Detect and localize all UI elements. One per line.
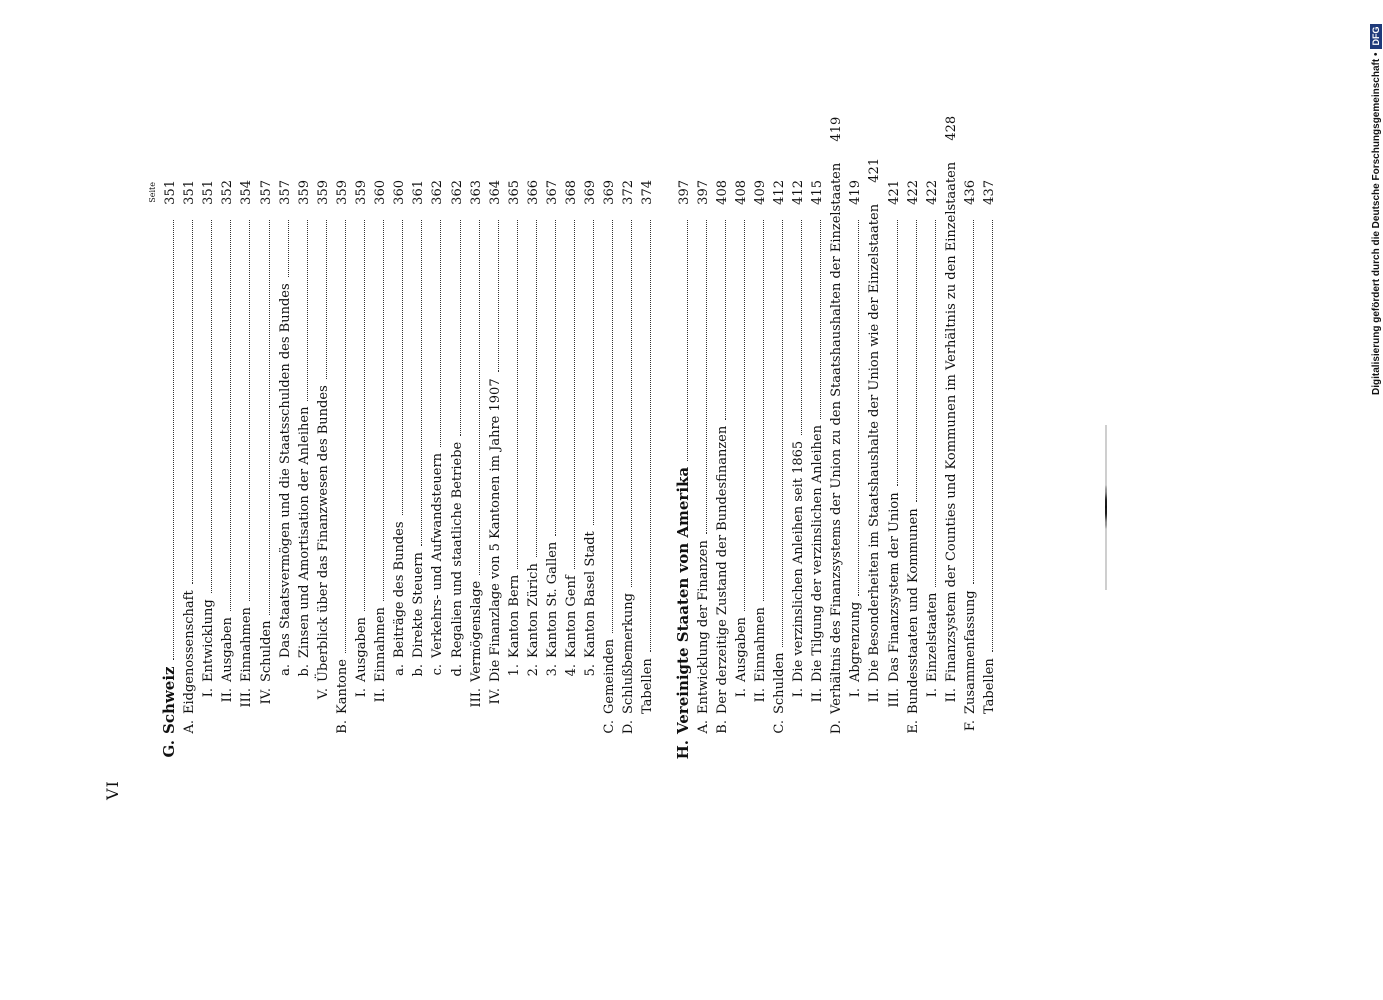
toc-entry-label [221,617,234,716]
toc-entry-page: 359 [315,180,331,205]
toc-entry-text: Gemeinden [602,638,618,714]
toc-entry-text: Verkehrs- und Aufwandsteuern [430,452,446,658]
toc-entry-label [622,593,635,736]
toc-entry [958,180,977,760]
toc-entry-text: Ausgaben [733,617,749,682]
toc-entry-label [868,204,881,716]
toc-entry-label [202,599,215,716]
toc-entry-page: 351 [201,180,217,205]
toc-entry-text: Entwicklung [201,599,217,682]
toc-entry-page: 359 [354,180,370,205]
toc-entry [464,180,483,760]
toc-entry [368,180,387,760]
toc-entry-page: 363 [468,180,484,205]
toc-entry [862,157,883,760]
toc-entry-label [393,521,406,686]
seite-label: Seite [148,182,157,203]
toc-entry-number: IV. [258,688,274,705]
dot-leader [574,220,575,569]
toc-entry-page: 369 [583,180,599,205]
toc-entry-number: F. [962,720,978,732]
toc-entry-number: I. [924,688,940,698]
toc-entry-number: E. [905,720,921,734]
toc-entry-number: D. [621,720,637,735]
toc-entry-number: a. [277,664,293,676]
toc-entry-label [926,593,939,716]
toc-entry [311,180,330,760]
toc-entry-page: 374 [640,180,656,205]
toc-entry [710,180,729,760]
toc-entry-text: Schlußbemerkung [621,593,637,714]
toc-entry-label [451,442,464,686]
dot-leader [725,220,726,420]
toc-entry-text: Überblick über das Finanzwesen des Bundes [315,385,331,682]
toc-entry-label [240,607,253,716]
table-of-contents [148,115,1068,760]
dot-leader [479,220,480,575]
dot-leader [288,220,289,277]
toc-entry-text: Kanton Basel Stadt [583,531,599,658]
toc-entry-text: Vereinigte Staaten von Amerika [673,466,692,734]
toc-entry-page: 408 [714,180,730,205]
toc-entry-number: 2. [525,664,541,677]
toc-entry-text: Einnahmen [239,607,255,682]
toc-entry-text: Kantone [334,659,350,714]
toc-entry-text: Abgrenzung [848,601,864,682]
toc-entry-text: Die Tilgung der verzinslichen Anleihen [810,425,826,682]
toc-entry-text: Die verzinslichen Anleihen seit 1865 [791,440,807,682]
toc-entry-page: 357 [277,180,293,205]
toc-entry-number: II. [943,688,959,703]
toc-entry-page: 412 [791,180,807,205]
toc-entry-text: Bundesstaaten und Kommunen [905,508,921,714]
toc-entry-text: Eidgenossenschaft [182,590,198,714]
toc-entry [748,180,767,760]
toc-entry [635,180,654,760]
dot-leader [897,220,898,486]
toc-entry-label [431,453,444,686]
toc-entry-page: 397 [695,180,711,205]
toc-entry-text: Zinsen und Amortisation der Anleihen [296,406,312,658]
dot-leader [249,220,250,601]
toc-entry-number: 3. [544,664,560,677]
toc-entry-label [907,508,920,736]
dot-leader [402,220,403,515]
toc-entry-label [355,617,368,716]
toc-entry-page: 368 [564,180,580,205]
toc-entry-number: I. [791,688,807,698]
toc-entry-label [716,426,729,736]
toc-entry-page: 361 [411,180,427,205]
toc-entry-page: 422 [924,180,940,205]
toc-entry [387,180,406,760]
toc-entry-page: 421 [867,157,883,183]
toc-entry-label [888,492,901,716]
dot-leader [782,220,783,647]
dot-leader [211,220,212,593]
toc-entry-label [792,441,805,716]
toc-entry-number: b. [411,664,427,677]
toc-entry-label [673,466,692,760]
dot-leader [230,220,231,611]
dot-leader [992,220,993,652]
toc-entry [215,180,234,760]
dot-leader [555,220,556,536]
dot-leader [631,220,632,587]
toc-entry-text: Der derzeitige Zustand der Bundesfinanzen [714,425,730,714]
toc-entry-text: Kanton Bern [506,574,522,658]
toc-entry-page: 354 [239,180,255,205]
toc-entry [939,115,959,760]
toc-entry [196,180,215,760]
toc-entry-page: 360 [392,180,408,205]
dot-leader [801,220,802,435]
toc-entry [521,180,540,760]
toc-entry-text: Ausgaben [220,617,236,682]
toc-entry-page: 366 [525,180,541,205]
toc-entry [559,180,578,760]
toc-heading [158,180,177,760]
dot-leader [345,220,346,653]
toc-entry-page: 367 [544,180,560,205]
toc-entry-text: Vermögenslage [468,580,484,682]
toc-entry-label [603,639,616,736]
toc-entry-label [527,563,540,686]
toc-entry-number: A. [182,720,198,734]
toc-entry-label [183,590,196,736]
toc-entry [578,180,597,760]
toc-entry-text: Einnahmen [373,607,389,682]
toc-entry [597,180,616,760]
toc-entry-label [162,666,177,760]
dot-leader [173,220,174,660]
toc-entry-text: Kanton Genf [564,575,580,658]
toc-entry [273,180,292,760]
dfg-logo: DFG [1370,24,1382,49]
toc-entry-number: B. [714,720,730,734]
toc-entry-page: 419 [829,116,845,142]
toc-entry-number: I. [733,688,749,698]
dot-leader [935,220,936,587]
dot-leader [820,220,821,419]
dot-leader [421,220,422,546]
dot-leader [536,220,537,557]
toc-entry-label [811,425,824,716]
toc-entry-page: 409 [752,180,768,205]
toc-entry [349,180,368,760]
toc-entry-label [773,653,786,736]
toc-entry-number: 5. [583,664,599,677]
toc-entry [920,180,939,760]
toc-entry [444,180,463,760]
toc-entry-text: Die Besonderheiten im Staatshaushalte der Union wie der Einzelstaaten [867,203,883,682]
toc-entry-number: G. [160,740,179,758]
toc-entry-number: IV. [487,688,503,705]
dot-leader [460,220,461,436]
toc-entry [691,180,710,760]
toc-entry-text: Kanton St. Gallen [544,541,560,658]
toc-entry-number: H. [673,740,692,760]
toc-entry-page: 357 [258,180,274,205]
toc-entry-text: Einzelstaaten [924,592,940,682]
toc-entry [881,180,900,760]
toc-entry [406,180,425,760]
dot-leader [498,220,499,372]
toc-entry-text: Einnahmen [752,607,768,682]
toc-entry-page: 362 [449,180,465,205]
toc-entry-number: II. [810,688,826,703]
toc-entry-text: Verhältnis des Finanzsystems der Union zu den Staatshaushalten der Einzelstaaten [829,162,845,714]
toc-entry-text: Schulden [772,652,787,714]
toc-entry [483,180,502,760]
toc-entry-page: 359 [334,180,350,205]
dot-leader [364,220,365,611]
toc-entry [292,180,311,760]
dot-leader [440,220,441,447]
toc-entry-number: II. [752,688,768,703]
toc-entry-number: I. [354,688,370,698]
toc-entry [502,180,521,760]
toc-entry-label [260,621,273,716]
toc-entry-number: c. [430,664,446,676]
toc-entry-label [336,659,349,736]
toc-entry-label [983,658,996,736]
toc-entry [330,180,349,760]
toc-entry-label [298,407,311,686]
toc-entry [805,180,824,760]
toc-entry-page: 351 [182,180,198,205]
dot-leader [650,220,651,652]
toc-entry-page: 365 [506,180,522,205]
toc-entry-label [584,531,597,686]
toc-entry [901,180,920,760]
toc-entry-page: 428 [943,115,959,141]
toc-entry-number: I. [848,688,864,698]
toc-entry-text: Das Staatsvermögen und die Staatsschulden des Bundes [277,283,293,658]
toc-entry-number: II. [373,688,389,703]
dot-leader [763,220,764,601]
toc-entry-number: 4. [564,664,580,677]
toc-entry-page: 437 [982,180,998,205]
toc-entry-label [754,607,767,716]
toc-entry [425,180,444,760]
dot-leader [326,220,327,379]
toc-entry-page: 419 [848,180,864,205]
dot-leader [744,220,745,611]
toc-entry-page: 351 [163,180,179,205]
dot-leader [612,220,613,633]
toc-entry-number: V. [315,688,331,700]
toc-entry-number: C. [772,720,787,734]
toc-entry-number: III. [239,688,255,708]
toc-entry-number: a. [392,664,408,676]
toc-entry-number: II. [220,688,236,703]
toc-entry-label [508,575,521,686]
toc-entry-page: 421 [886,180,902,205]
toc-entry-text: Schulden [258,620,274,682]
toc-entry-label [697,540,710,736]
toc-entry [540,180,559,760]
toc-entry [977,180,996,760]
toc-entry [767,180,786,760]
toc-entry-number: III. [468,688,484,708]
toc-entry [786,180,805,760]
dot-leader [706,220,707,534]
toc-heading [671,180,690,760]
toc-entry-page: 408 [733,180,749,205]
dot-leader [973,220,974,584]
toc-entry-text: Direkte Steuern [411,552,427,658]
toc-entry-page: 369 [602,180,618,205]
toc-entry-number: d. [449,664,465,677]
dfg-watermark [1365,5,1383,395]
toc-entry-page: 397 [676,180,692,205]
toc-entry-label [470,581,483,716]
toc-entry-text: Das Finanzsystem der Union [886,492,902,682]
toc-entry-number: b. [296,664,312,677]
dot-leader [593,220,594,525]
toc-entry [177,180,196,760]
toc-entry-page: 360 [373,180,389,205]
dot-leader [858,220,859,596]
dot-leader [269,220,270,615]
toc-entry-label [735,617,748,716]
toc-entry-label [489,378,502,716]
page-number [103,760,123,800]
toc-entry [616,180,635,760]
toc-entry-text: Finanzsystem der Counties und Kommunen im Verhältnis zu den Einzelstaaten [943,161,959,682]
page-number-text: VI [103,780,122,800]
toc-entry-number: I. [201,688,217,698]
toc-entry-page: 362 [430,180,446,205]
dot-leader [687,220,688,461]
toc-entry [843,180,862,760]
toc-entry-label [641,658,654,736]
toc-entry [824,116,845,760]
toc-entry [234,180,253,760]
toc-entry-page: 436 [962,180,978,205]
toc-entry-text: Tabellen [640,658,656,714]
toc-entry-text: Zusammenfassung [962,590,978,714]
toc-entry-number: 1. [506,664,522,677]
toc-entry-text: Regalien und staatliche Betriebe [449,441,465,658]
toc-entry-number: D. [829,720,845,735]
toc-entry-page: 352 [220,180,236,205]
toc-entry-number: A. [695,720,711,734]
toc-entry-text: Ausgaben [354,617,370,682]
toc-entry-label [830,163,843,736]
toc-entry-page: 412 [772,180,787,205]
toc-entry-label [849,602,862,716]
toc-entry-text: Schweiz [160,666,179,734]
dot-leader [307,220,308,401]
toc-entry-label [279,283,292,686]
toc-entry-page: 422 [905,180,921,205]
watermark-text: Digitalisierung gefördert durch die Deutsche Forschungsgemeinschaft • [1370,52,1382,395]
toc-entry-text: Kanton Zürich [525,563,541,658]
dot-leader [192,220,193,584]
toc-entry-label [565,575,578,686]
toc-entry-text: Tabellen [982,658,998,714]
toc-entry [253,180,272,760]
toc-entry-number: II. [867,688,883,703]
toc-entry-number: C. [602,720,618,734]
dot-leader [383,220,384,601]
toc-entry-label [317,385,330,716]
toc-entry-text: Die Finanzlage von 5 Kantonen im Jahre 1907 [487,378,503,682]
toc-entry [729,180,748,760]
toc-entry-page: 364 [487,180,503,205]
dot-leader [517,220,518,569]
toc-entry-text: Beiträge des Bundes [392,521,408,658]
dot-leader [916,220,917,502]
toc-entry-label [412,552,425,686]
toc-entry-label [546,542,559,686]
toc-entry-text: Entwicklung der Finanzen [695,540,711,714]
toc-entry-label [374,607,387,716]
toc-entry-number: B. [334,720,350,734]
ornamental-divider [1105,425,1107,590]
toc-entry-page: 359 [296,180,312,205]
toc-entry-label [945,162,958,716]
toc-entry-page: 372 [621,180,637,205]
toc-entry-label [964,590,977,736]
toc-entry-number: III. [886,688,902,708]
toc-entry-page: 415 [810,180,826,205]
